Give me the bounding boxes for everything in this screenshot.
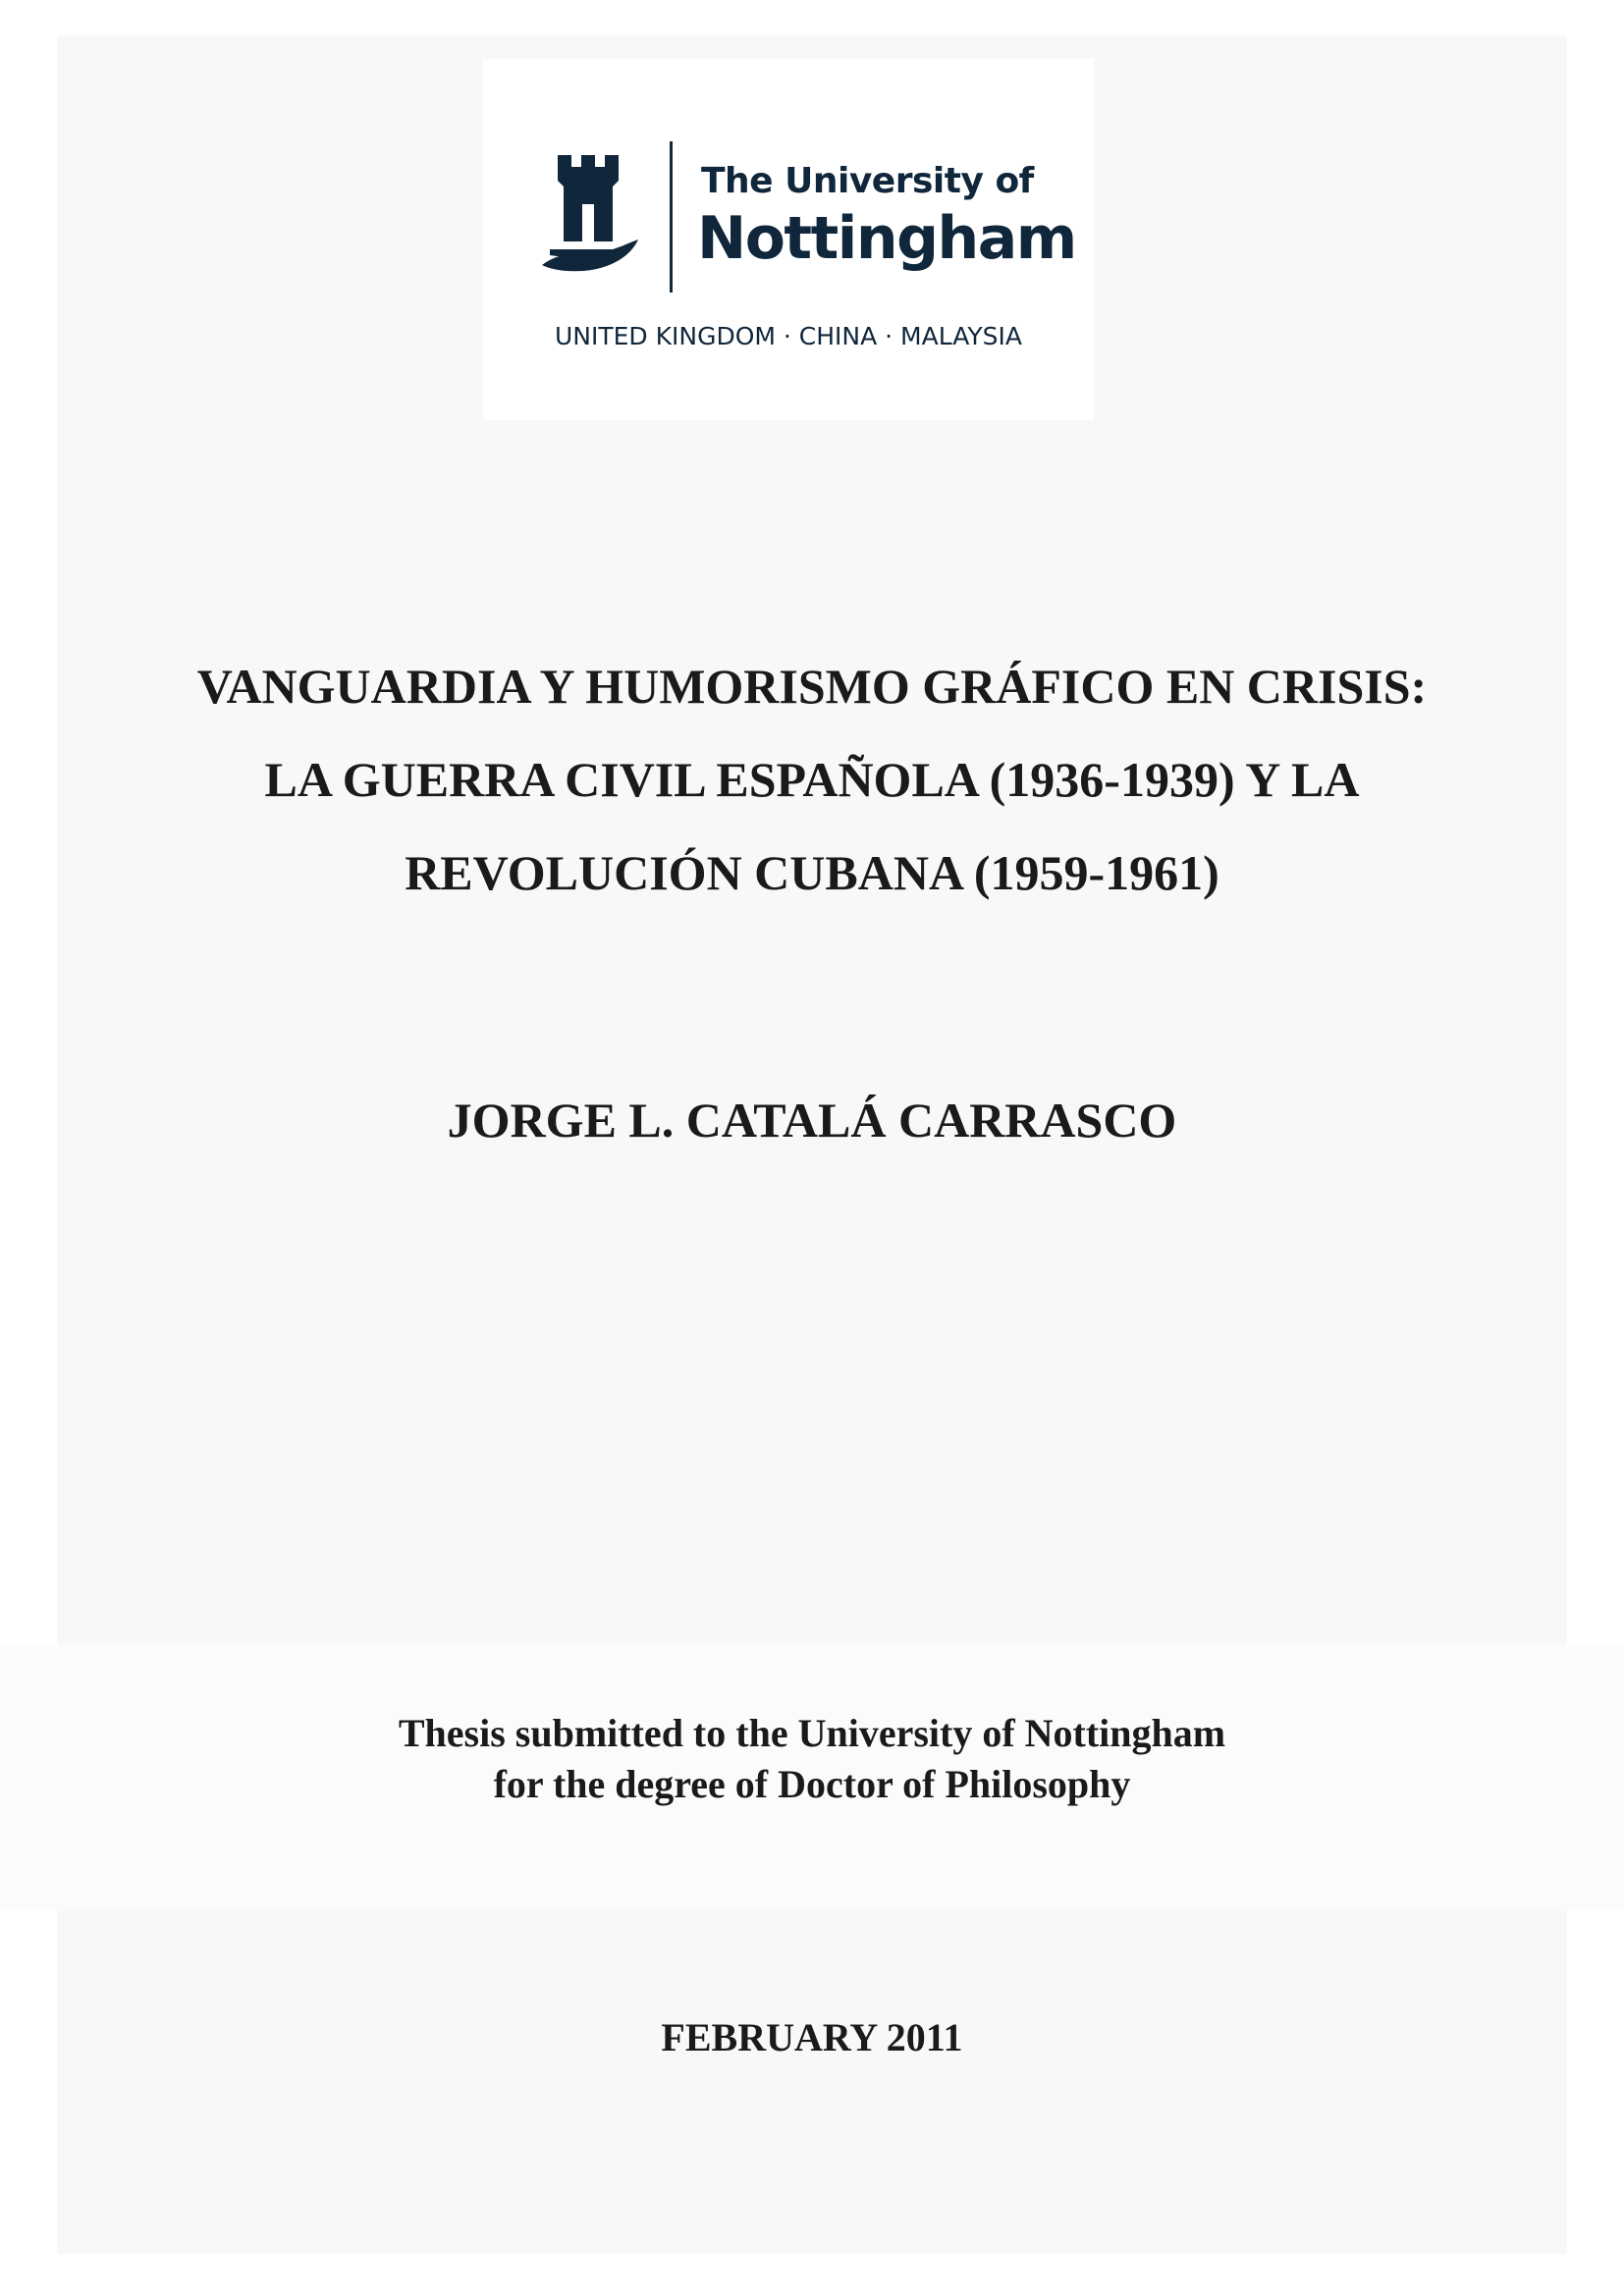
castle-crest-icon bbox=[536, 147, 642, 283]
logo-university-of: The University of bbox=[701, 161, 1034, 201]
logo-campuses: UNITED KINGDOM · CHINA · MALAYSIA bbox=[554, 322, 1023, 350]
university-logo bbox=[483, 59, 1094, 420]
thesis-title-line: LA GUERRA CIVIL ESPAÑOLA (1936-1939) Y LA bbox=[264, 752, 1360, 807]
thesis-title-line: REVOLUCIÓN CUBANA (1959-1961) bbox=[405, 845, 1219, 900]
logo-divider bbox=[670, 141, 673, 293]
logo-nottingham: Nottingham bbox=[697, 204, 1076, 273]
submission-date: FEBRUARY 2011 bbox=[661, 2015, 963, 2059]
submission-line: Thesis submitted to the University of Nottingham bbox=[398, 1711, 1226, 1755]
thesis-title-line: VANGUARDIA Y HUMORISMO GRÁFICO EN CRISIS: bbox=[196, 659, 1428, 714]
thesis-title bbox=[98, 640, 1526, 920]
submission-line: for the degree of Doctor of Philosophy bbox=[493, 1762, 1131, 1806]
submission-statement bbox=[98, 1708, 1526, 1810]
author-name: JORGE L. CATALÁ CARRASCO bbox=[447, 1093, 1177, 1148]
